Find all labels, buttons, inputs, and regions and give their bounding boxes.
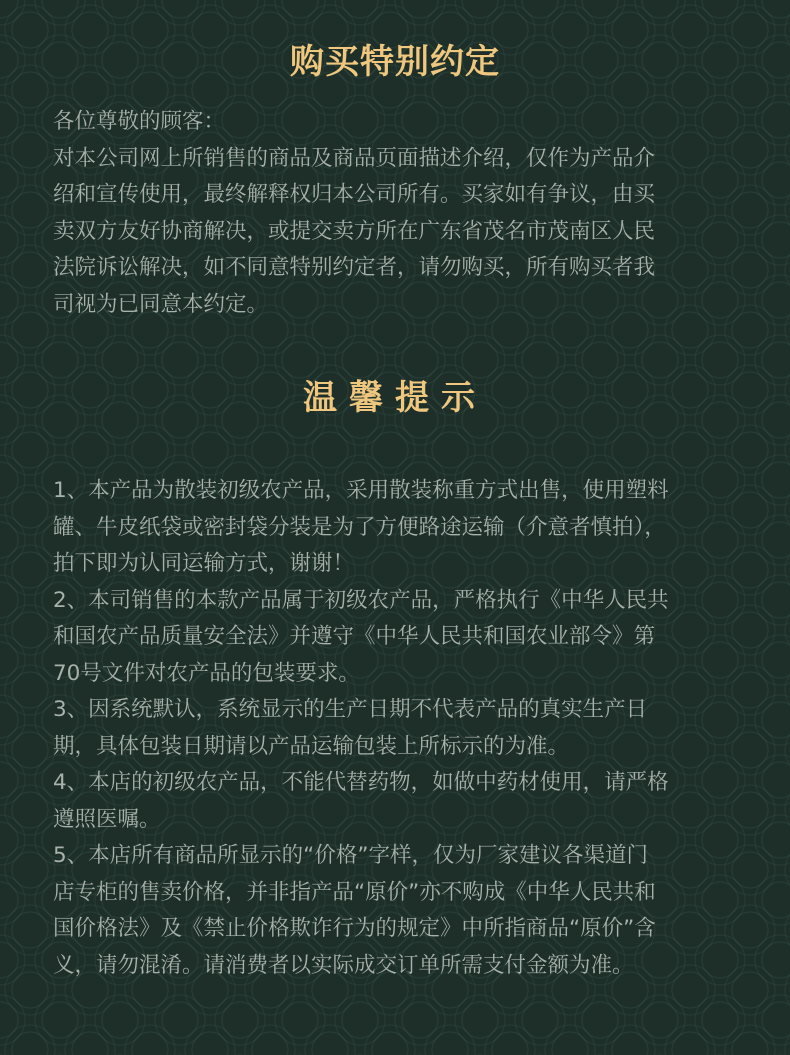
tips-line: 店专柜的售卖价格，并非指产品“原价”亦不购成《中华人民共和 <box>53 879 656 905</box>
tips-line: 义，请勿混淆。请消费者以实际成交订单所需支付金额为准。 <box>53 952 634 978</box>
tips-line: 70号文件对农产品的包装要求。 <box>53 660 360 686</box>
agreement-line: 对本公司网上所销售的商品及商品页面描述介绍，仅作为产品介 <box>53 145 656 171</box>
tips-line: 4、本店的初级农产品，不能代替药物，如做中药材使用，请严格 <box>53 770 669 795</box>
tips-text <box>53 473 753 984</box>
tips-line: 5、本店所有商品所显示的“价格”字样，仅为厂家建议各渠道门 <box>53 843 648 868</box>
tips-line: 国价格法》及《禁止价格欺诈行为的规定》中所指商品“原价”含 <box>53 916 656 941</box>
tips-line: 和国农产品质量安全法》并遵守《中华人民共和国农业部令》第 <box>53 624 656 649</box>
tips-line: 期，具体包装日期请以产品运输包装上所标示的为准。 <box>53 733 570 759</box>
tips-line: 1、本产品为散装初级农产品，采用散装称重方式出售，使用塑料 <box>53 478 669 503</box>
agreement-text <box>53 104 753 323</box>
tips-line: 遵照医嘱。 <box>53 806 161 832</box>
agreement-line: 绍和宣传使用，最终解释权归本公司所有。买家如有争议，由买 <box>53 182 656 207</box>
tips-title: 温馨提示 <box>303 378 487 418</box>
agreement-line: 法院诉讼解决，如不同意特别约定者，请勿购买，所有购买者我 <box>53 255 656 280</box>
agreement-title: 购买特别约定 <box>290 42 500 82</box>
agreement-line: 卖双方友好协商解决，或提交卖方所在广东省茂名市茂南区人民 <box>53 218 656 244</box>
tips-line: 3、因系统默认，系统显示的生产日期不代表产品的真实生产日 <box>53 697 648 722</box>
tips-line: 罐、牛皮纸袋或密封袋分装是为了方便路途运输（介意者慎拍）， <box>53 514 666 540</box>
tips-line: 拍下即为认同运输方式，谢谢！ <box>53 551 355 576</box>
agreement-line: 司视为已同意本约定。 <box>53 291 269 317</box>
tips-line: 2、本司销售的本款产品属于初级农产品，严格执行《中华人民共 <box>53 587 669 613</box>
agreement-line: 各位尊敬的顾客： <box>53 109 226 134</box>
